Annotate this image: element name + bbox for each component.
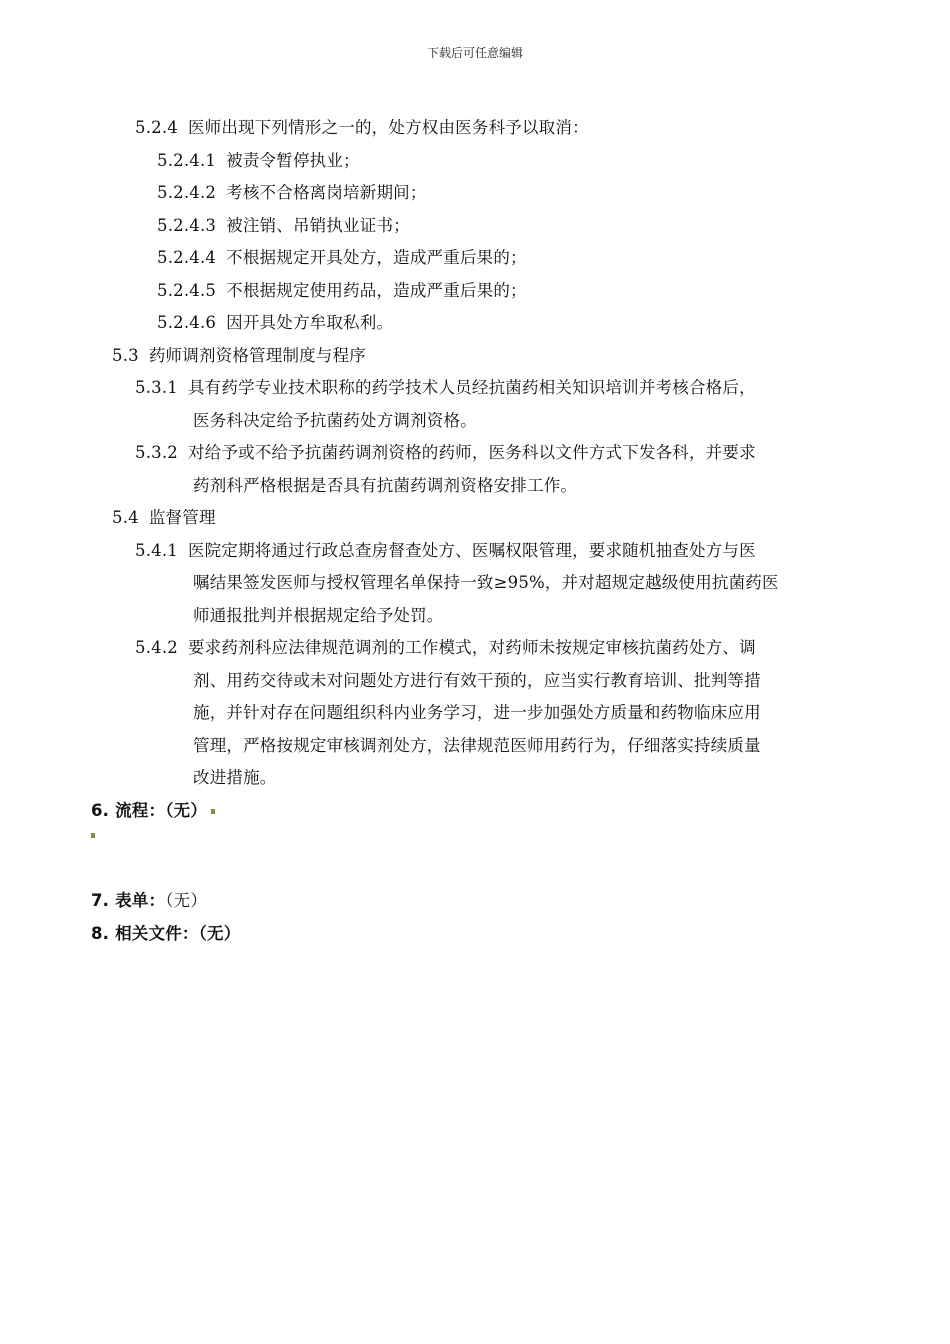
section-number: 5.4 — [112, 508, 139, 527]
section-8-heading — [91, 918, 240, 950]
section-number: 5.3 — [112, 345, 139, 365]
list-item — [157, 210, 410, 242]
item-text-continued: 药剂科严格根据是否具有抗菌药调剂资格安排工作。 — [193, 475, 578, 495]
document-body — [0, 112, 950, 950]
section-text: 监督管理 — [148, 508, 216, 527]
section-6-heading — [91, 795, 215, 827]
list-item — [157, 145, 360, 177]
section-5-2-4 — [135, 112, 589, 144]
item-text: 要求药剂科应法律规范调剂的工作模式，对药师未按规定审核抗菌药处方、调 — [187, 638, 756, 657]
item-number: 5.4.1 — [135, 540, 178, 560]
list-item — [157, 307, 393, 339]
item-text: 具有药学专业技术职称的药学技术人员经抗菌药相关知识培训并考核合格后， — [187, 378, 756, 397]
list-item — [157, 275, 527, 307]
section-5-4 — [112, 502, 216, 534]
anchor-marker-icon — [91, 833, 95, 838]
item-number: 5.3.2 — [135, 443, 178, 462]
item-text: 不根据规定使用药品，造成严重后果的； — [226, 280, 527, 300]
heading-label: 8. 相关文件： — [91, 923, 199, 943]
item-number: 5.2.4.6 — [157, 313, 217, 332]
item-text: 考核不合格离岗培新期间； — [226, 183, 427, 202]
item-number: 5.2.4.1 — [157, 150, 217, 170]
heading-value: （无） — [165, 891, 208, 910]
item-number: 5.3.1 — [135, 378, 178, 397]
item-text: 对给予或不给予抗菌药调剂资格的药师，医务科以文件方式下发各科，并要求 — [187, 443, 756, 462]
section-7-heading — [91, 885, 207, 917]
item-text-continued: 医务科决定给予抗菌药处方调剂资格。 — [193, 410, 477, 430]
item-number: 5.2.4.4 — [157, 248, 217, 267]
heading-value: （无） — [198, 923, 241, 943]
heading-label: 6. 流程： — [91, 800, 166, 820]
item-text-continued: 管理，严格按规定审核调剂处方，法律规范医师用药行为，仔细落实持续质量 — [193, 735, 761, 755]
section-5-4-2 — [135, 632, 756, 664]
item-text-continued: 改进措施。 — [193, 768, 277, 787]
page-header: 下载后可任意编辑 — [426, 46, 523, 60]
heading-value: （无） — [165, 800, 208, 820]
section-5-3-1 — [135, 372, 756, 404]
section-number: 5.2.4 — [135, 118, 178, 137]
item-text: 因开具处方牟取私利。 — [226, 313, 394, 332]
list-item — [157, 242, 527, 274]
heading-label: 7. 表单： — [91, 891, 166, 910]
item-text: 医院定期将通过行政总查房督查处方、医嘱权限管理，要求随机抽查处方与医 — [187, 540, 756, 560]
section-text: 医师出现下列情形之一的，处方权由医务科予以取消： — [187, 118, 589, 137]
item-text-continued: 师通报批判并根据规定给予处罚。 — [193, 605, 444, 625]
item-text: 被责令暂停执业； — [226, 150, 360, 170]
item-text-continued: 嘱结果签发医师与授权管理名单保持一致≥95%，并对超规定越级使用抗菌药医 — [193, 573, 779, 592]
item-text: 不根据规定开具处方，造成严重后果的； — [226, 248, 527, 267]
item-number: 5.2.4.3 — [157, 215, 217, 235]
item-number: 5.2.4.2 — [157, 183, 217, 202]
list-item — [157, 177, 427, 209]
section-5-3-2 — [135, 437, 756, 469]
section-5-4-1 — [135, 535, 756, 567]
item-number: 5.2.4.5 — [157, 280, 217, 300]
item-number: 5.4.2 — [135, 638, 178, 657]
section-5-3 — [112, 340, 366, 372]
anchor-marker-icon — [211, 809, 215, 814]
item-text: 被注销、吊销执业证书； — [226, 215, 410, 235]
item-text-continued: 施，并针对存在问题组织科内业务学习，进一步加强处方质量和药物临床应用 — [193, 703, 761, 722]
item-text-continued: 剂、用药交待或未对问题处方进行有效干预的，应当实行教育培训、批判等措 — [193, 670, 761, 690]
section-text: 药师调剂资格管理制度与程序 — [148, 345, 366, 365]
